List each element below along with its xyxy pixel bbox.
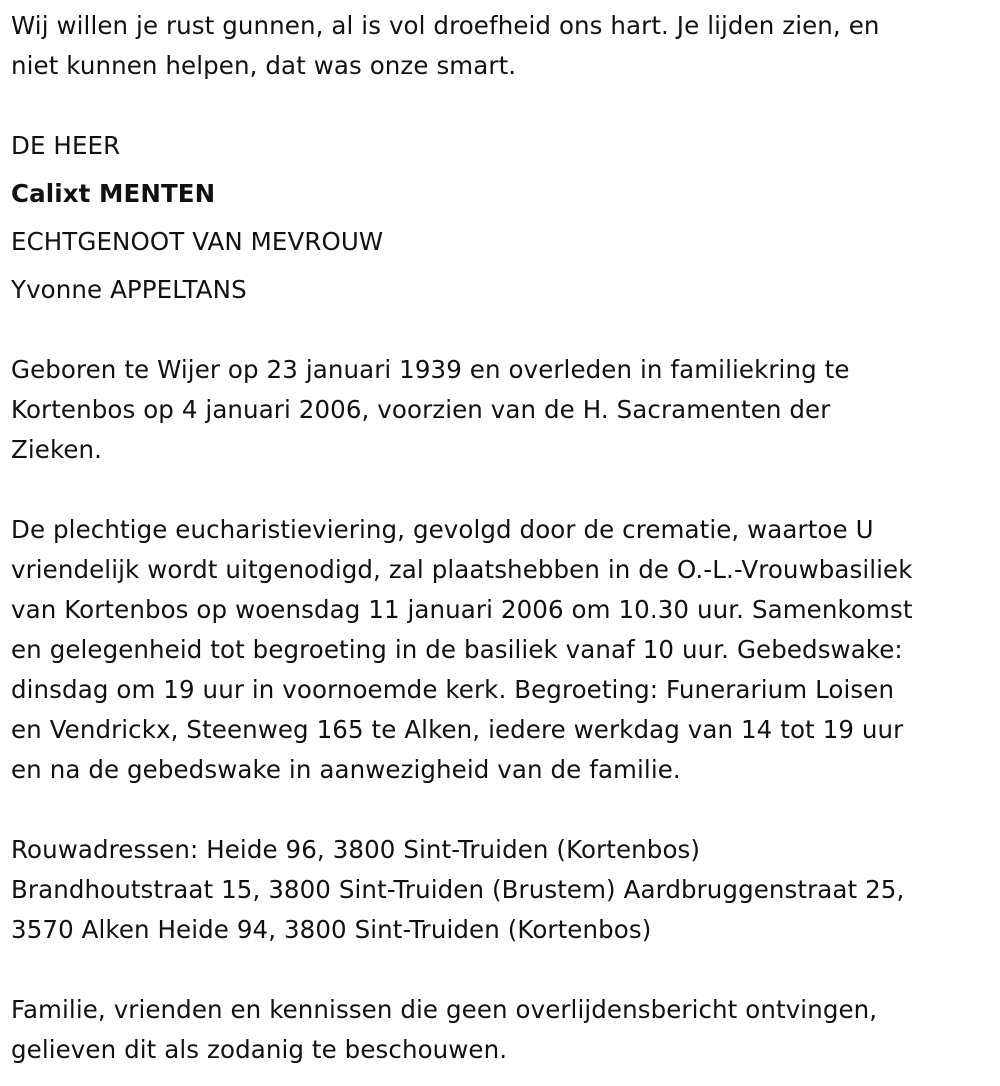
intro-line: niet kunnen helpen, dat was onze smart. [11,51,517,80]
name-block [11,122,990,314]
ceremony-line: en na de gebedswake in aanwezigheid van de familie. [11,755,681,784]
spacer [11,950,990,990]
spacer [11,310,990,350]
intro-paragraph [11,6,990,86]
closing-line: Familie, vrienden en kennissen die geen overlijdensbericht ontvingen, [11,995,878,1024]
ceremony-line: en Vendrickx, Steenweg 165 te Alken, iedere werkdag van 14 tot 19 uur [11,715,904,744]
spouse-label: ECHTGENOOT VAN MEVROUW [11,227,384,256]
closing-line: gelieven dit als zodanig te beschouwen. [11,1035,508,1064]
address-line: Rouwadressen: Heide 96, 3800 Sint-Truiden (Kortenbos) [11,835,701,864]
address-line: 3570 Alken Heide 94, 3800 Sint-Truiden (Kortenbos) [11,915,652,944]
spacer [11,470,990,510]
address-paragraph [11,830,990,950]
birth-death-paragraph [11,350,990,470]
address-line: Brandhoutstraat 15, 3800 Sint-Truiden (Brustem) Aardbruggenstraat 25, [11,875,905,904]
ceremony-line: De plechtige eucharistieviering, gevolgd door de crematie, waartoe U [11,515,874,544]
ceremony-line: en gelegenheid tot begroeting in de basiliek vanaf 10 uur. Gebedswake: [11,635,903,664]
ceremony-paragraph [11,510,990,790]
title-label: DE HEER [11,131,121,160]
birth-death-line: Zieken. [11,435,103,464]
closing-paragraph [11,990,990,1070]
intro-line: Wij willen je rust gunnen, al is vol droefheid ons hart. Je lijden zien, en [11,11,880,40]
deceased-name: Calixt MENTEN [11,179,216,208]
spouse-name: Yvonne APPELTANS [11,275,247,304]
spacer [11,790,990,830]
birth-death-line: Geboren te Wijer op 23 januari 1939 en overleden in familiekring te [11,355,850,384]
ceremony-line: dinsdag om 19 uur in voornoemde kerk. Begroeting: Funerarium Loisen [11,675,895,704]
ceremony-line: van Kortenbos op woensdag 11 januari 2006 om 10.30 uur. Samenkomst [11,595,913,624]
spacer [11,86,990,126]
ceremony-line: vriendelijk wordt uitgenodigd, zal plaatshebben in de O.-L.-Vrouwbasiliek [11,555,913,584]
birth-death-line: Kortenbos op 4 januari 2006, voorzien van de H. Sacramenten der [11,395,831,424]
